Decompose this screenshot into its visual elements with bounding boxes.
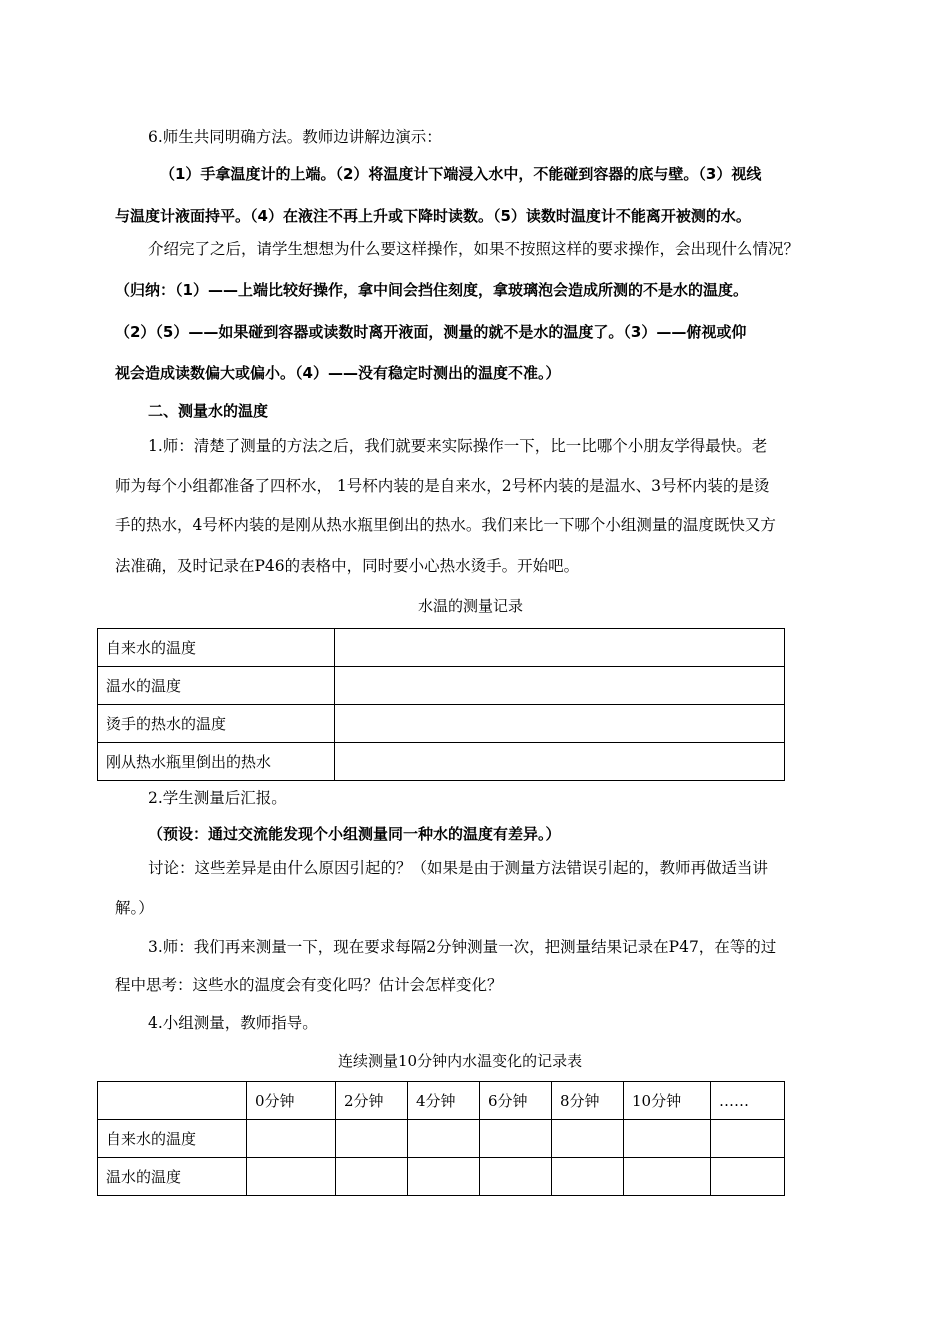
table-row — [98, 629, 785, 667]
paragraph-summary-line3: 视会造成读数偏大或偏小。（4）——没有稳定时测出的温度不准。） — [115, 364, 561, 382]
section-heading: 二、测量水的温度 — [148, 402, 269, 420]
value-cell[interactable] — [552, 1120, 624, 1158]
paragraph-method: 6.师生共同明确方法。教师边讲解边演示： — [148, 128, 442, 146]
row-label: 自来水的温度 — [98, 629, 335, 667]
table-row — [98, 667, 785, 705]
paragraph-report: 2.学生测量后汇报。 — [148, 789, 287, 807]
paragraph-group-measure: 4.小组测量，教师指导。 — [148, 1014, 318, 1032]
paragraph-teacher-line4: 法准确，及时记录在P46的表格中，同时要小心热水烫手。开始吧。 — [115, 557, 580, 575]
value-cell[interactable] — [247, 1158, 336, 1196]
paragraph-discussion-line2: 解。） — [115, 899, 154, 917]
row-label: 自来水的温度 — [98, 1120, 247, 1158]
header-cell: …… — [711, 1082, 785, 1120]
value-cell[interactable] — [480, 1158, 552, 1196]
paragraph-steps-line1: （1）手拿温度计的上端。（2）将温度计下端浸入水中，不能碰到容器的底与壁。（3）视线 — [160, 165, 762, 183]
value-cell[interactable] — [335, 667, 785, 705]
value-cell[interactable] — [480, 1120, 552, 1158]
value-cell[interactable] — [408, 1120, 480, 1158]
header-cell: 4分钟 — [408, 1082, 480, 1120]
water-temperature-table — [97, 628, 785, 781]
value-cell[interactable] — [335, 705, 785, 743]
paragraph-summary-line1: （归纳：（1）——上端比较好操作，拿中间会挡住刻度，拿玻璃泡会造成所测的不是水的温度。 — [115, 281, 748, 299]
row-label: 刚从热水瓶里倒出的热水 — [98, 743, 335, 781]
paragraph-measure-again-line1: 3.师：我们再来测量一下，现在要求每隔2分钟测量一次，把测量结果记录在P47，在等的过 — [148, 938, 777, 956]
table-header-row — [98, 1082, 785, 1120]
paragraph-summary-line2: （2）（5）——如果碰到容器或读数时离开液面，测量的就不是水的温度了。（3）——俯视或仰 — [115, 323, 747, 341]
header-cell: 0分钟 — [247, 1082, 336, 1120]
table-row — [98, 1158, 785, 1196]
value-cell[interactable] — [408, 1158, 480, 1196]
value-cell[interactable] — [711, 1120, 785, 1158]
header-cell: 8分钟 — [552, 1082, 624, 1120]
header-cell: 10分钟 — [624, 1082, 711, 1120]
table-row — [98, 1120, 785, 1158]
paragraph-teacher-line3: 手的热水，4号杯内装的是刚从热水瓶里倒出的热水。我们来比一下哪个小组测量的温度既快又方 — [115, 516, 776, 534]
header-cell: 2分钟 — [336, 1082, 408, 1120]
table-row — [98, 705, 785, 743]
value-cell[interactable] — [336, 1158, 408, 1196]
table1-caption: 水温的测量记录 — [418, 597, 524, 615]
paragraph-question: 介绍完了之后，请学生想想为什么要这样操作，如果不按照这样的要求操作，会出现什么情况？ — [148, 240, 800, 258]
value-cell[interactable] — [711, 1158, 785, 1196]
paragraph-teacher-line1: 1.师：清楚了测量的方法之后，我们就要来实际操作一下，比一比哪个小朋友学得最快。老 — [148, 437, 768, 455]
header-cell — [98, 1082, 247, 1120]
value-cell[interactable] — [247, 1120, 336, 1158]
value-cell[interactable] — [624, 1120, 711, 1158]
temperature-change-table — [97, 1081, 785, 1196]
header-cell: 6分钟 — [480, 1082, 552, 1120]
paragraph-teacher-line2: 师为每个小组都准备了四杯水， 1号杯内装的是自来水，2号杯内装的是温水、3号杯内装的是烫 — [115, 477, 770, 495]
row-label: 温水的温度 — [98, 1158, 247, 1196]
paragraph-steps-line2: 与温度计液面持平。（4）在液注不再上升或下降时读数。（5）读数时温度计不能离开被测的水。 — [115, 207, 751, 225]
paragraph-discussion-line1: 讨论：这些差异是由什么原因引起的？（如果是由于测量方法错误引起的，教师再做适当讲 — [148, 859, 769, 877]
paragraph-measure-again-line2: 程中思考：这些水的温度会有变化吗？估计会怎样变化？ — [115, 976, 503, 994]
value-cell[interactable] — [335, 629, 785, 667]
table-row — [98, 743, 785, 781]
paragraph-preset: （预设：通过交流能发现个小组测量同一种水的温度有差异。） — [148, 825, 561, 843]
table2-caption: 连续测量10分钟内水温变化的记录表 — [338, 1052, 583, 1070]
value-cell[interactable] — [336, 1120, 408, 1158]
value-cell[interactable] — [552, 1158, 624, 1196]
row-label: 烫手的热水的温度 — [98, 705, 335, 743]
value-cell[interactable] — [335, 743, 785, 781]
row-label: 温水的温度 — [98, 667, 335, 705]
value-cell[interactable] — [624, 1158, 711, 1196]
